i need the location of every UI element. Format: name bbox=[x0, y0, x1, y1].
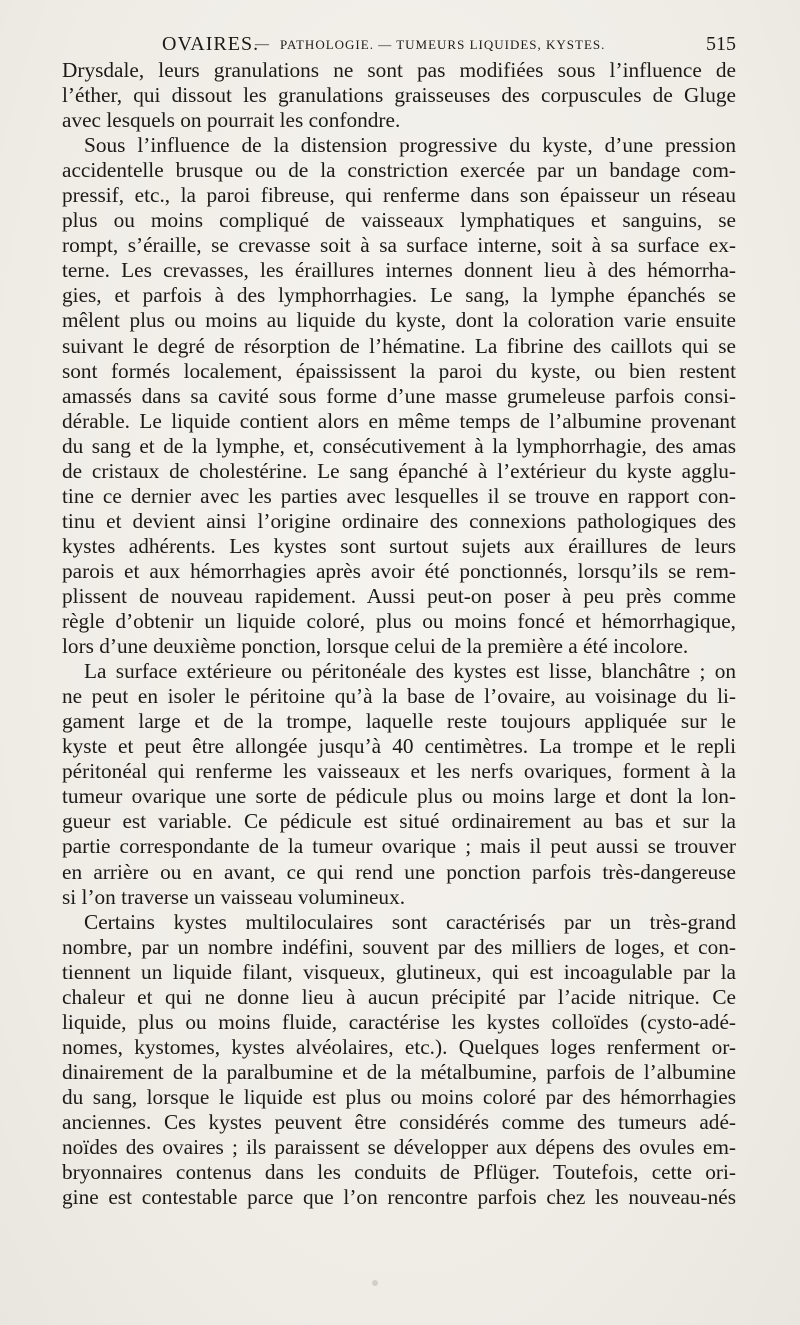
body-text bbox=[62, 58, 736, 1210]
text-line: si l’on traverse un vaisseau volumineux. bbox=[62, 884, 406, 909]
running-header bbox=[62, 33, 736, 61]
text-line: Certains kystes multiloculaires sont caractérisés par un très-grand bbox=[84, 909, 736, 934]
text-line: suivant le degré de résorption de l’hématine. La fibrine des caillots qui se bbox=[62, 333, 736, 358]
text-line: Drysdale, leurs granulations ne sont pas modifiées sous l’influence de bbox=[62, 58, 736, 82]
header-title: OVAIRES. bbox=[162, 33, 260, 55]
text-line: gine est contestable parce que l’on rencontre parfois chez les nouveau-nés bbox=[62, 1185, 736, 1210]
text-line: rompt, s’éraille, se crevasse soit à sa surface interne, soit à sa surface ex- bbox=[62, 233, 736, 258]
text-line: avec lesquels on pourrait les confondre. bbox=[62, 108, 401, 133]
text-line: lors d’une deuxième ponction, lorsque celui de la première a été incolore. bbox=[62, 634, 689, 659]
text-line: dinairement de la paralbumine et de la métalbumine, parfois de l’albumine bbox=[62, 1059, 736, 1084]
header-separator: — bbox=[255, 37, 269, 52]
text-line: kystes adhérents. Les kystes sont surtout sujets aux éraillures de leurs bbox=[62, 533, 736, 558]
text-line: sont formés localement, épaississent la paroi du kyste, ou bien restent bbox=[62, 358, 736, 383]
text-line: du sang et de la lymphe, et, consécutivement à la lymphorrhagie, des amas bbox=[62, 433, 736, 458]
page-number: 515 bbox=[706, 33, 736, 55]
text-line: gies, et parfois à des lymphorrhagies. Le sang, la lymphe épanchés se bbox=[62, 283, 736, 308]
text-line: du sang, lorsque le liquide est plus ou moins coloré par des hémorrhagies bbox=[62, 1084, 736, 1109]
text-line: de cristaux de cholestérine. Le sang épanché à l’extérieur du kyste agglu- bbox=[62, 458, 736, 483]
text-line: tine ce dernier avec les parties avec lesquelles il se trouve en rapport con- bbox=[62, 483, 736, 508]
text-line: règle d’obtenir un liquide coloré, plus ou moins foncé et hémorrhagique, bbox=[62, 609, 736, 634]
text-line: liquide, plus ou moins fluide, caractérise les kystes colloïdes (cysto-adé- bbox=[62, 1009, 736, 1034]
text-line: l’éther, qui dissout les granulations graisseuses des corpuscules de Gluge bbox=[62, 83, 736, 108]
text-line: tinu et devient ainsi l’origine ordinaire des connexions pathologiques des bbox=[62, 508, 736, 533]
text-line: plissent de nouveau rapidement. Aussi peut-on poser à peu près comme bbox=[62, 583, 736, 608]
text-line: La surface extérieure ou péritonéale des kystes est lisse, blanchâtre ; on bbox=[84, 659, 736, 684]
text-line: ne peut en isoler le péritoine qu’à la base de l’ovaire, au voisinage du li- bbox=[62, 684, 736, 709]
header-subtitle: PATHOLOGIE. — TUMEURS LIQUIDES, KYSTES. bbox=[280, 37, 606, 52]
text-line: mêlent plus ou moins au liquide du kyste, dont la coloration varie ensuite bbox=[62, 308, 736, 333]
text-line: kyste et peut être allongée jusqu’à 40 centimètres. La trompe et le repli bbox=[62, 734, 736, 759]
text-line: gueur est variable. Ce pédicule est situé ordinairement au bas et sur la bbox=[62, 809, 736, 834]
text-line: bryonnaires contenus dans les conduits de Pflüger. Toutefois, cette ori- bbox=[62, 1160, 736, 1185]
text-line: nombre, par un nombre indéfini, souvent par des milliers de loges, et con- bbox=[62, 934, 736, 959]
text-line: nomes, kystomes, kystes alvéolaires, etc.). Quelques loges renferment or- bbox=[62, 1034, 736, 1059]
text-line: péritonéal qui renferme les vaisseaux et les nerfs ovariques, forment à la bbox=[62, 759, 736, 784]
text-line: dérable. Le liquide contient alors en même temps de l’albumine provenant bbox=[62, 408, 736, 433]
text-line: amassés dans sa cavité sous forme d’une masse grumeleuse parfois consi- bbox=[62, 383, 736, 408]
text-line: accidentelle brusque ou de la constriction exercée par un bandage com- bbox=[62, 158, 736, 183]
text-line: tumeur ovarique une sorte de pédicule plus ou moins large et dont la lon- bbox=[62, 784, 736, 809]
text-line: en arrière ou en avant, ce qui rend une ponction parfois très-dangereuse bbox=[62, 859, 736, 884]
text-line: anciennes. Ces kystes peuvent être considérés comme des tumeurs adé- bbox=[62, 1109, 736, 1134]
ink-speck bbox=[372, 1280, 378, 1286]
text-line: parois et aux hémorrhagies après avoir été ponctionnés, lorsqu’ils se rem- bbox=[62, 558, 736, 583]
text-line: partie correspondante de la tumeur ovarique ; mais il peut aussi se trouver bbox=[62, 834, 736, 859]
text-line: plus ou moins compliqué de vaisseaux lymphatiques et sanguins, se bbox=[62, 208, 736, 233]
text-line: tiennent un liquide filant, visqueux, glutineux, qui est incoagulable par la bbox=[62, 959, 736, 984]
text-line: terne. Les crevasses, les éraillures internes donnent lieu à des hémorrha- bbox=[62, 258, 736, 283]
text-line: noïdes des ovaires ; ils paraissent se développer aux dépens des ovules em- bbox=[62, 1135, 736, 1160]
text-line: pressif, etc., la paroi fibreuse, qui renferme dans son épaisseur un réseau bbox=[62, 183, 736, 208]
text-line: chaleur et qui ne donne lieu à aucun précipité par l’acide nitrique. Ce bbox=[62, 984, 736, 1009]
text-line: gament large et de la trompe, laquelle reste toujours appliquée sur le bbox=[62, 709, 736, 734]
text-line: Sous l’influence de la distension progressive du kyste, d’une pression bbox=[84, 133, 736, 158]
